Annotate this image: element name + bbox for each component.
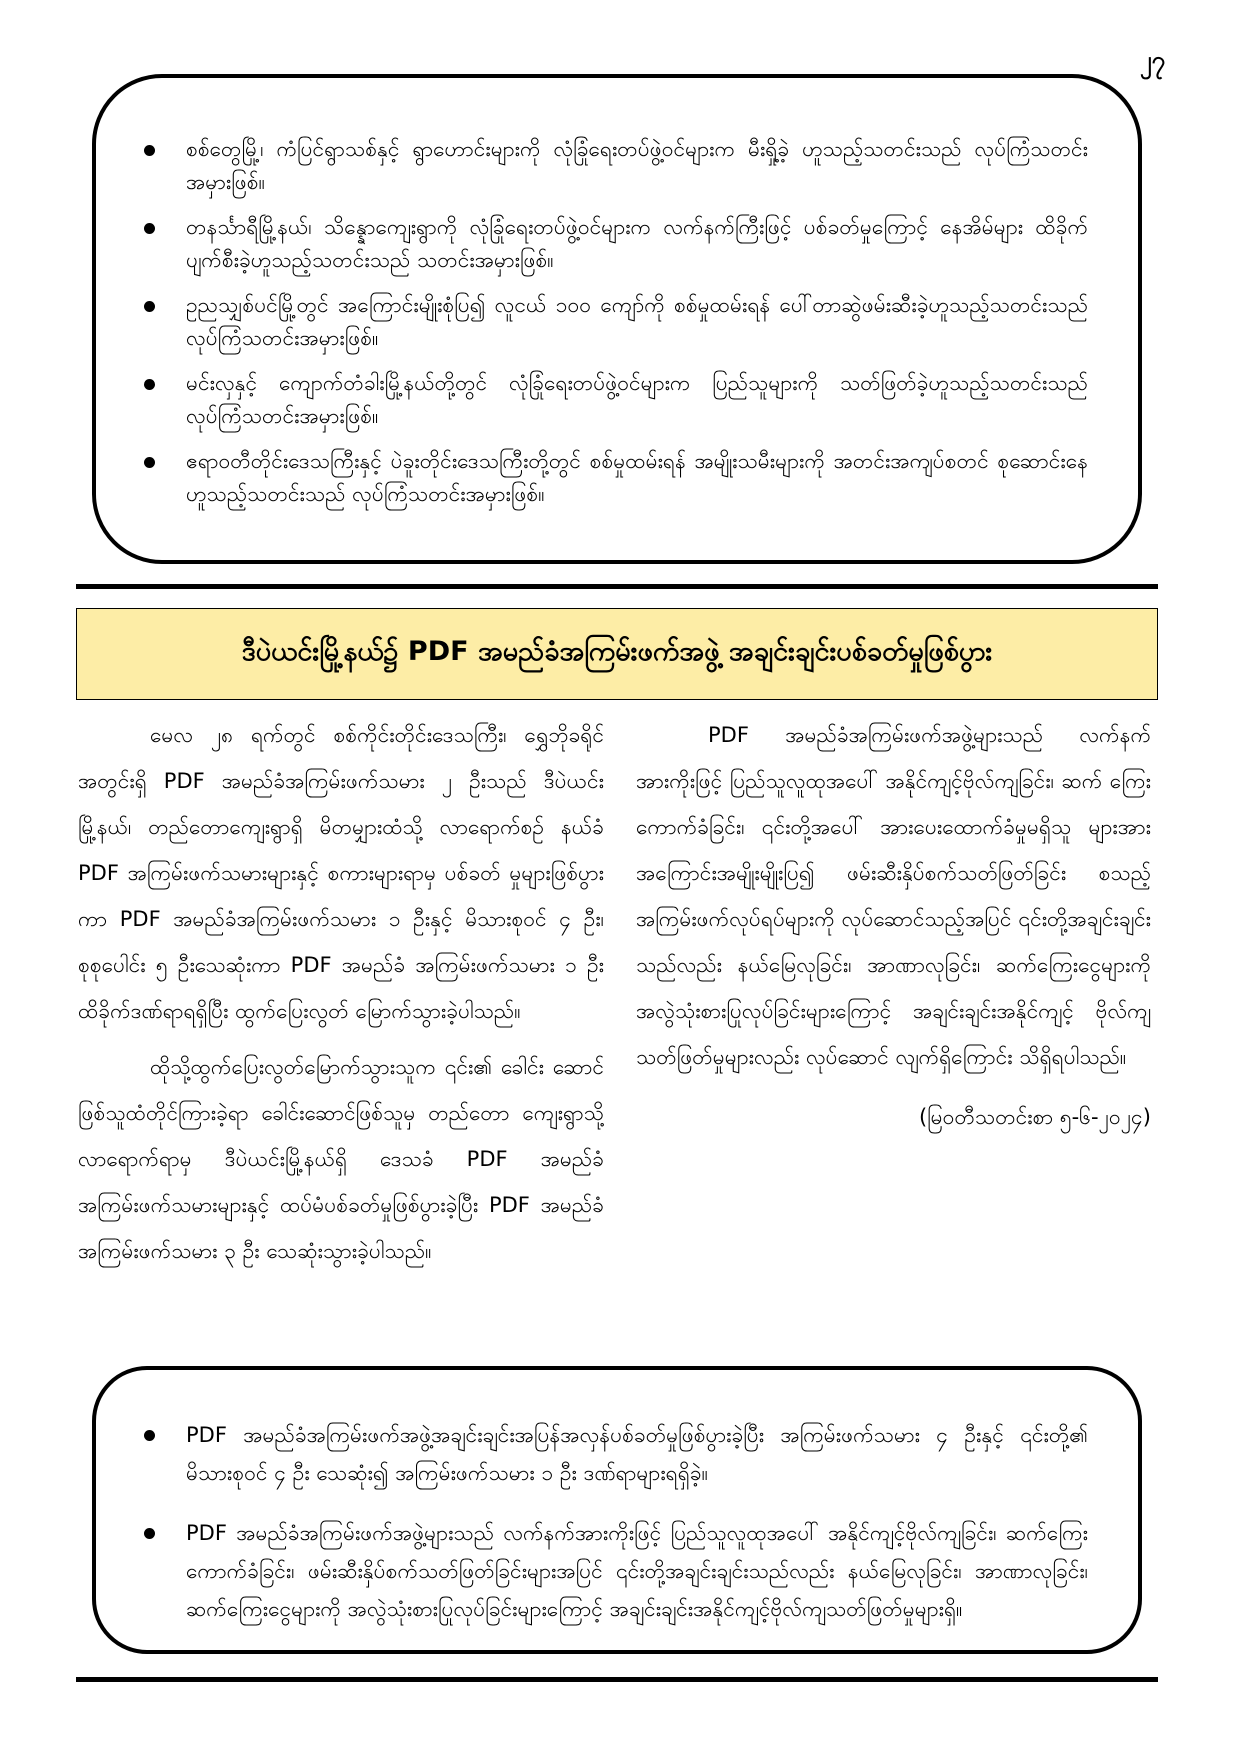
article-paragraph: PDF အမည်ခံအကြမ်းဖက်အဖွဲ့များသည် လက်နက် အားကိုးဖြင့် ပြည်သူလူထုအပေါ် အနိုင်ကျင့်ဗိုလ်ကျခြင်း၊ ဆက် ကြေးကောက်ခံခြင်း၊ ၎င်းတို့အပေါ် အားပေးထောက်ခံမှုမရှိသူ များအား အကြောင်းအမျိုးမျိုးပြ၍ ဖမ်းဆီးနှိပ်စက်သတ်ဖြတ်ခြင်း စသည့်အကြမ်းဖက်လုပ်ရပ်များကို လုပ်ဆောင်သည့်အပြင် ၎င်းတို့အချင်းချင်းသည်လည်း နယ်မြေလုခြင်း၊ အာဏာလုခြင်း၊ ဆက်ကြေးငွေများကို အလွဲသုံးစားပြုလုပ်ခြင်းများကြောင့် အချင်းချင်းအနိုင်ကျင့် ဗိုလ်ကျသတ်ဖြတ်မှုများလည်း လုပ်ဆောင် လျက်ရှိကြောင်း သိရှိရပါသည်။: [636, 723, 1151, 1069]
bullet-text: ဧရာဝတီတိုင်းဒေသကြီးနှင့် ပဲခူးတိုင်းဒေသကြီးတို့တွင် စစ်မှုထမ်းရန် အမျိုးသမီးများကို အတင်းအကျပ်စတင် စုဆောင်းနေဟူသည့်သတင်းသည် လုပ်ကြံသတင်းအမှားဖြစ်။: [186, 449, 1088, 506]
bullet-icon: [144, 145, 155, 156]
bullet-text: ဥညသျှစ်ပင်မြို့တွင် အကြောင်းမျိုးစုံပြ၍ လူငယ် ၁၀၀ ကျော်ကို စစ်မှုထမ်းရန် ပေါ်တာဆွဲဖမ်းဆီးခဲ့ဟူသည့်သတင်းသည် လုပ်ကြံသတင်းအမှားဖြစ်။: [186, 293, 1088, 350]
bullet-icon: [144, 379, 155, 390]
bullet-text: စစ်တွေမြို့၊ ကံပြင်ရွာသစ်နှင့် ရွာဟောင်းများကို လုံခြုံရေးတပ်ဖွဲ့ဝင်များက မီးရှို့ခဲ့ ဟူသည့်သတင်းသည် လုပ်ကြံသတင်းအမှားဖြစ်။: [186, 137, 1088, 194]
summary-bullet-item: [126, 445, 1088, 511]
summary-bullet-item: [126, 367, 1088, 433]
summary-bullet-item: [126, 289, 1088, 355]
footer-divider: [76, 1677, 1158, 1682]
section-divider: [76, 584, 1158, 589]
bullet-icon: [144, 457, 155, 468]
bullet-icon: [144, 1430, 155, 1441]
bullet-icon: [144, 223, 155, 234]
article-column-right: [636, 712, 1151, 1150]
summary-bullet-list: [126, 1416, 1088, 1628]
bullet-icon: [144, 301, 155, 312]
bullet-text: တနင်္သာရီမြို့နယ်၊ သိန္နောကျေးရွာကို လုံခြုံရေးတပ်ဖွဲ့ဝင်များက လက်နက်ကြီးဖြင့် ပစ်ခတ်မှုကြောင့် နေအိမ်များ ထိခိုက်ပျက်စီးခဲ့ဟူသည့်သတင်းသည် သတင်းအမှားဖြစ်။: [186, 215, 1088, 272]
article-source: (မြဝတီသတင်းစာ ၅-၆-၂၀၂၄): [918, 1105, 1151, 1129]
summary-box-bottom: [92, 1366, 1142, 1654]
summary-box-top: [92, 74, 1142, 564]
bullet-text: PDF အမည်ခံအကြမ်းဖက်အဖွဲ့အချင်းချင်းအပြန်အလှန်ပစ်ခတ်မှုဖြစ်ပွားခဲ့ပြီး အကြမ်းဖက်သမား ၄ ဦးနှင့် ၎င်းတို့၏ မိသားစုဝင် ၄ ဦး သေဆုံး၍ အကြမ်းဖက်သမား ၁ ဦး ဒဏ်ရာများရရှိခဲ့။: [186, 1423, 1088, 1485]
summary-bullet-item: [126, 211, 1088, 277]
bullet-text: PDF အမည်ခံအကြမ်းဖက်အဖွဲ့များသည် လက်နက်အားကိုးဖြင့် ပြည်သူလူထုအပေါ် အနိုင်ကျင့်ဗိုလ်ကျခြင်း၊ ဆက်ကြေး ကောက်ခံခြင်း၊ ဖမ်းဆီးနှိပ်စက်သတ်ဖြတ်ခြင်းများအပြင် ၎င်းတို့အချင်းချင်းသည်လည်း နယ်မြေလုခြင်း၊ အာဏာလုခြင်း၊ ဆက်ကြေးငွေများကို အလွဲသုံးစားပြုလုပ်ခြင်းများကြောင့် အချင်းချင်းအနိုင်ကျင့်ဗိုလ်ကျသတ်ဖြတ်မှုများရှိ။: [186, 1521, 1088, 1621]
bullet-text: မင်းလှနှင့် ကျောက်တံခါးမြို့နယ်တို့တွင် လုံခြုံရေးတပ်ဖွဲ့ဝင်များက ပြည်သူများကို သတ်ဖြတ်ခဲ့ဟူသည့်သတင်းသည် လုပ်ကြံသတင်းအမှားဖြစ်။: [186, 371, 1088, 428]
article-paragraph: မေလ ၂၈ ရက်တွင် စစ်ကိုင်းတိုင်းဒေသကြီး၊ ရွှေဘိုခရိုင် အတွင်းရှိ PDF အမည်ခံအကြမ်းဖက်သမား ၂ ဦးသည် ဒီပဲယင်း မြို့နယ်၊ တည်တောကျေးရွာရှိ မိတမျှားထံသို့ လာရောက်စဉ် နယ်ခံ PDF အကြမ်းဖက်သမားများနှင့် စကားများရာမှ ပစ်ခတ် မှုများဖြစ်ပွားကာ PDF အမည်ခံအကြမ်းဖက်သမား ၁ ဦးနှင့် မိသားစုဝင် ၄ ဦး၊ စုစုပေါင်း ၅ ဦးသေဆုံးကာ PDF အမည်ခံ အကြမ်းဖက်သမား ၁ ဦး ထိခိုက်ဒဏ်ရာရရှိပြီး ထွက်ပြေးလွတ် မြောက်သွားခဲ့ပါသည်။: [78, 723, 604, 1023]
article-column-left: [78, 712, 604, 1284]
bullet-icon: [144, 1528, 155, 1539]
summary-bullet-item: [126, 133, 1088, 199]
article-headline: ဒီပဲယင်းမြို့နယ်၌ PDF အမည်ခံအကြမ်းဖက်အဖွဲ့ အချင်းချင်းပစ်ခတ်မှုဖြစ်ပွား: [241, 636, 993, 667]
article-paragraph: ထိုသို့ထွက်ပြေးလွတ်မြောက်သွားသူက ၎င်း၏ ခေါင်း ဆောင်ဖြစ်သူထံတိုင်ကြားခဲ့ရာ ခေါင်းဆောင်ဖြစ်သူမှ တည်တော ကျေးရွာသို့ လာရောက်ရာမှ ဒီပဲယင်းမြို့နယ်ရှိ ဒေသခံ PDF အမည်ခံအကြမ်းဖက်သမားများနှင့် ထပ်မံပစ်ခတ်မှုဖြစ်ပွားခဲ့ပြီး PDF အမည်ခံအကြမ်းဖက်သမား ၃ ဦး သေဆုံးသွားခဲ့ပါသည်။: [78, 1055, 604, 1263]
summary-bullet-item: [126, 1514, 1088, 1628]
page-number: ၂၇: [1139, 46, 1165, 74]
summary-bullet-item: [126, 1416, 1088, 1492]
headline-banner: [76, 608, 1158, 700]
summary-bullet-list: [126, 133, 1088, 511]
